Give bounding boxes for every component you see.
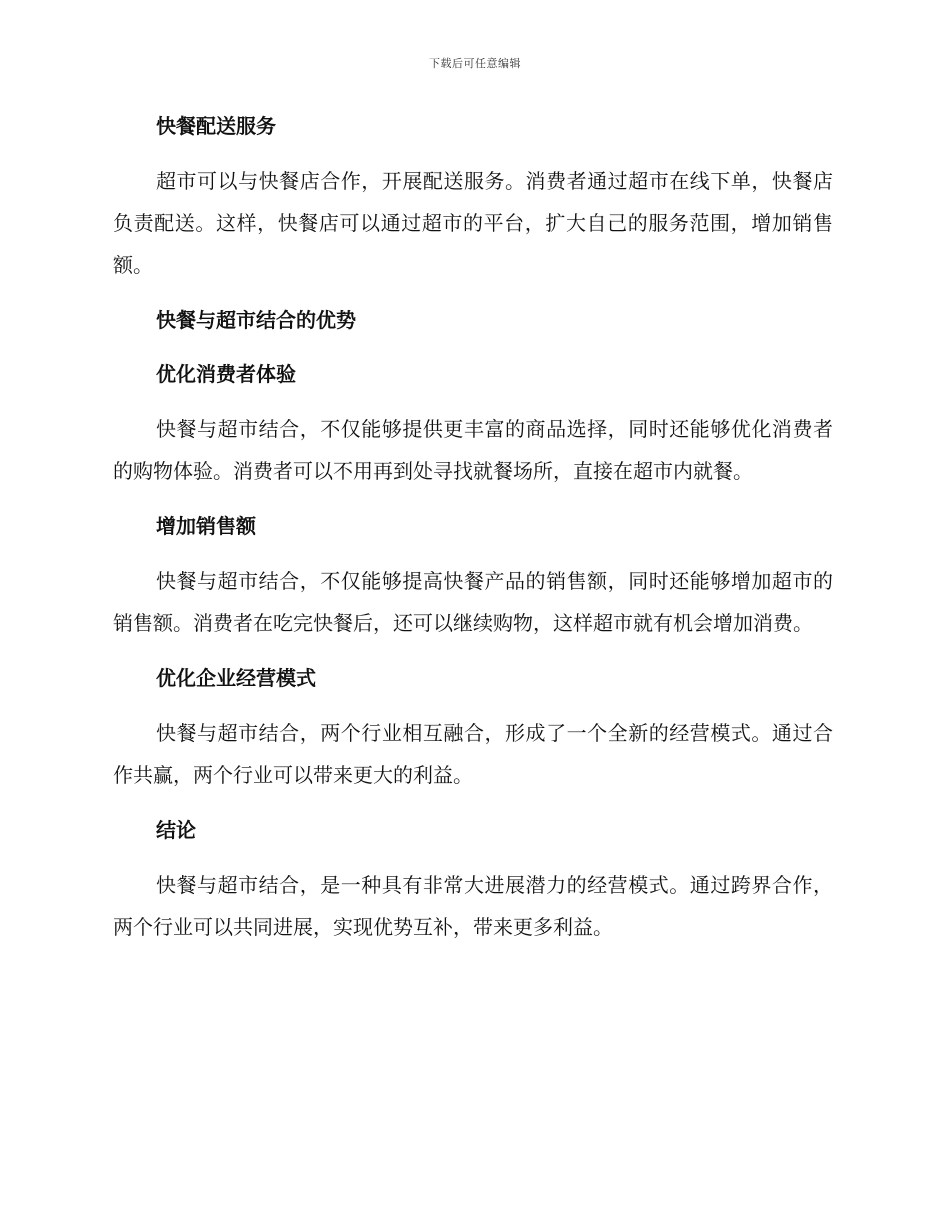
- header-note: 下载后可任意编辑: [429, 57, 521, 70]
- section-paragraph-conclusion: 快餐与超市结合，是一种具有非常大进展潜力的经营模式。通过跨界合作，两个行业可以共同进展，实现优势互补，带来更多利益。: [113, 873, 833, 939]
- section-heading-delivery: 快餐配送服务: [156, 114, 276, 138]
- section-paragraph-experience: 快餐与超市结合，不仅能够提供更丰富的商品选择，同时还能够优化消费者的购物体验。消费者可以不用再到处寻找就餐场所，直接在超市内就餐。: [113, 417, 833, 483]
- section-heading-advantages: 快餐与超市结合的优势: [156, 308, 356, 332]
- section-paragraph-sales: 快餐与超市结合，不仅能够提高快餐产品的销售额，同时还能够增加超市的销售额。消费者在吃完快餐后，还可以继续购物，这样超市就有机会增加消费。: [113, 569, 833, 635]
- section-heading-experience: 优化消费者体验: [156, 362, 296, 386]
- section-heading-business-model: 优化企业经营模式: [156, 666, 316, 690]
- section-paragraph-business-model: 快餐与超市结合，两个行业相互融合，形成了一个全新的经营模式。通过合作共赢，两个行业可以带来更大的利益。: [113, 721, 833, 787]
- section-heading-conclusion: 结论: [156, 818, 196, 842]
- section-paragraph-delivery: 超市可以与快餐店合作，开展配送服务。消费者通过超市在线下单，快餐店负责配送。这样，快餐店可以通过超市的平台，扩大自己的服务范围，增加销售额。: [113, 169, 833, 277]
- section-heading-sales: 增加销售额: [156, 514, 256, 538]
- document-body: [113, 106, 833, 948]
